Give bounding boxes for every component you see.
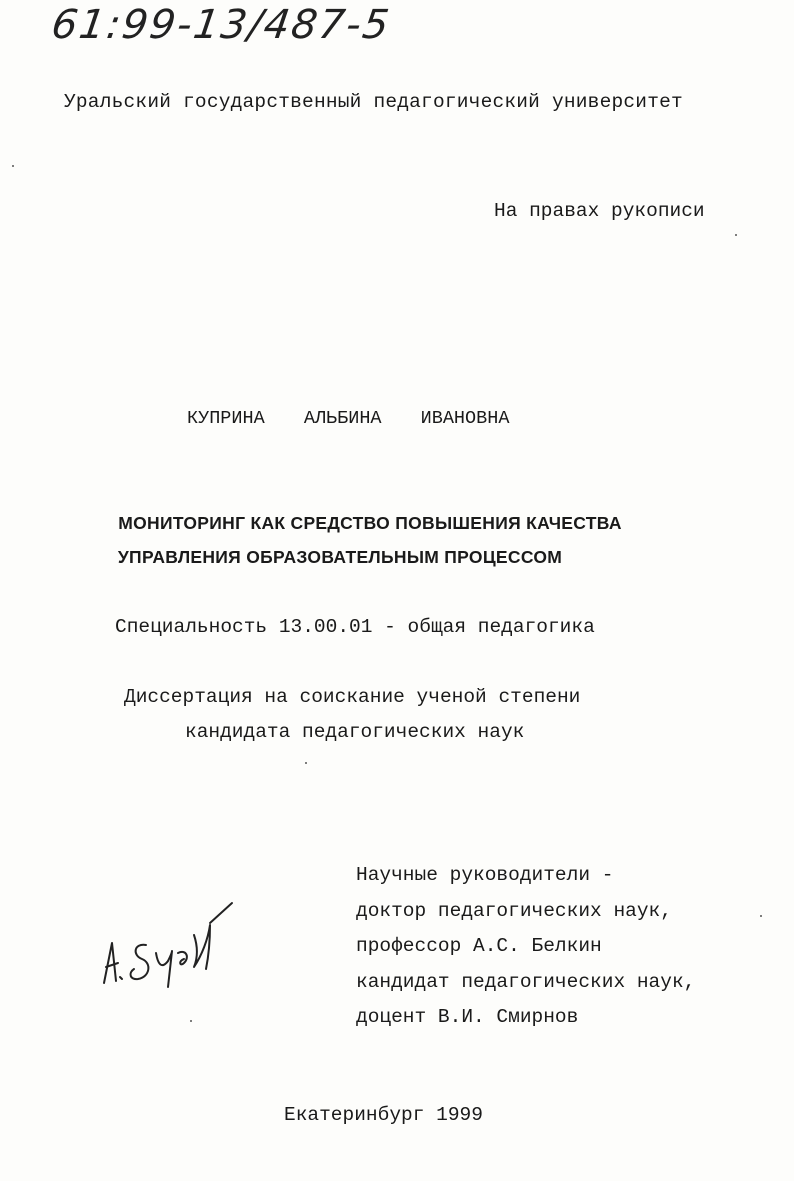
dissertation-title-line-1: МОНИТОРИНГ КАК СРЕДСТВО ПОВЫШЕНИЯ КАЧЕСТВА bbox=[118, 513, 622, 533]
scan-speck bbox=[305, 762, 307, 764]
author-name: КУПРИНА АЛЬБИНА ИВАНОВНА bbox=[187, 408, 510, 429]
supervisor-1-degree: доктор педагогических наук, bbox=[356, 899, 672, 922]
degree-statement-line-1: Диссертация на соискание ученой степени bbox=[124, 686, 581, 708]
signature-drawing bbox=[98, 895, 238, 990]
supervisor-1-name: профессор А.С. Белкин bbox=[356, 935, 602, 957]
supervisors-block bbox=[356, 858, 695, 1036]
dissertation-title-line-2: УПРАВЛЕНИЯ ОБРАЗОВАТЕЛЬНЫМ ПРОЦЕССОМ bbox=[117, 547, 563, 567]
specialty-line: Специальность 13.00.01 - общая педагогика bbox=[115, 616, 595, 638]
supervisors-heading: Научные руководители - bbox=[356, 864, 614, 886]
scan-speck bbox=[760, 915, 762, 917]
university-name: Уральский государственный педагогический университет bbox=[64, 91, 683, 113]
scan-speck bbox=[12, 165, 14, 167]
supervisor-2-degree: кандидат педагогических наук, bbox=[356, 970, 696, 993]
archive-code-handwritten: 61:99-13/487-5 bbox=[48, 2, 394, 48]
supervisor-2-name: доцент В.И. Смирнов bbox=[356, 1006, 579, 1028]
scan-speck bbox=[190, 1020, 192, 1022]
city-and-year: Екатеринбург 1999 bbox=[284, 1104, 483, 1126]
scan-speck bbox=[735, 234, 737, 236]
rights-note: На правах рукописи bbox=[494, 200, 705, 222]
handwritten-signature bbox=[98, 895, 238, 995]
degree-statement-line-2: кандидата педагогических наук bbox=[185, 721, 525, 743]
